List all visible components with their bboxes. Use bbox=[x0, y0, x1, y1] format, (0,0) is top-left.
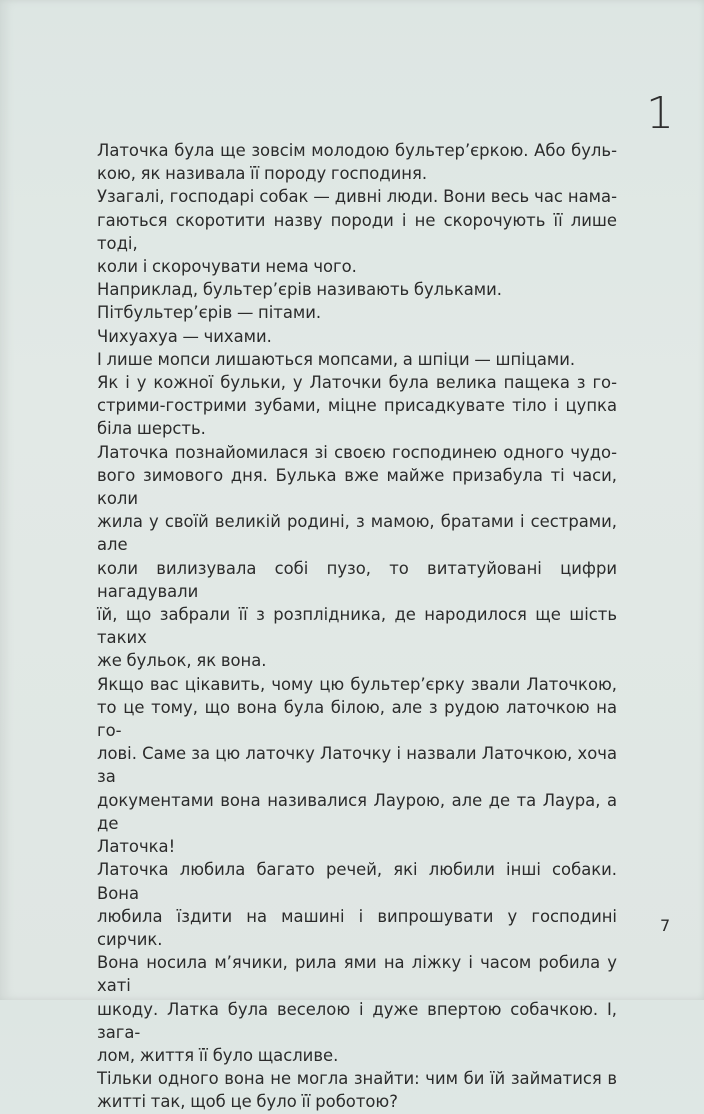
text-line: Латочка була ще зовсім молодою бультер’єркою. Або буль- bbox=[97, 141, 617, 160]
paragraph bbox=[97, 371, 617, 441]
text-line: Як і у кожної бульки, у Латочки була велика пащека з го- bbox=[97, 373, 617, 393]
chapter-text bbox=[97, 139, 617, 1114]
text-line: їй, що забрали її з розплідника, де народилося ще шість таких bbox=[97, 605, 617, 648]
text-line: жила у своїй великій родині, з мамою, братами і сестрами, але bbox=[97, 512, 617, 555]
text-line: шкоду. Латка була веселою і дуже впертою собачкою. І, зага- bbox=[97, 999, 617, 1042]
paragraph bbox=[97, 441, 617, 673]
text-line: Тільки одного вона не могла знайти: чим би їй займатися в bbox=[97, 1069, 617, 1089]
paragraph bbox=[97, 301, 617, 324]
text-line: коли і скорочувати нема чого. bbox=[97, 257, 357, 277]
paragraph bbox=[97, 348, 617, 371]
text-line: кою, як називала її породу господиня. bbox=[97, 164, 428, 184]
paragraph bbox=[97, 139, 617, 185]
page-number: 7 bbox=[660, 916, 671, 935]
text-line: Пітбультер’єрів — пітами. bbox=[97, 303, 322, 323]
chapter-number: 1 bbox=[646, 88, 674, 139]
paragraph bbox=[97, 325, 617, 348]
paragraph bbox=[97, 858, 617, 1067]
text-line: то це тому, що вона була білою, але з рудою латочкою на го- bbox=[97, 697, 617, 741]
text-line: гаються скоротити назву породи і не скорочують її лише тоді, bbox=[97, 210, 617, 253]
paragraph bbox=[97, 673, 617, 859]
text-line: Узагалі, господарі собак — дивні люди. Вони весь час нама- bbox=[97, 187, 617, 207]
text-line: лом, життя її було щасливе. bbox=[97, 1045, 339, 1065]
text-line: Латочка познайомилася зі своєю господинею одного чудо- bbox=[97, 442, 617, 462]
text-line: лові. Саме за цю латочку Латочку і назвали Латочкою, хоча за bbox=[97, 744, 617, 787]
text-line: любила їздити на машині і випрошувати у господині сирчик. bbox=[97, 906, 617, 949]
text-line: вого зимового дня. Булька вже майже призабула ті часи, коли bbox=[97, 465, 617, 509]
text-line: І лише мопси лишаються мопсами, а шпіци — шпіцами. bbox=[97, 349, 576, 369]
paragraph bbox=[97, 1067, 617, 1113]
text-line: же бульок, як вона. bbox=[97, 651, 267, 671]
text-line: біла шерсть. bbox=[97, 419, 206, 439]
text-line: Чихуахуа — чихами. bbox=[97, 326, 272, 346]
text-line: житті так, щоб це було її роботою? bbox=[97, 1092, 398, 1112]
paragraph bbox=[97, 185, 617, 278]
text-line: Вона носила м’ячики, рила ями на ліжку і часом робила у хаті bbox=[97, 953, 617, 996]
text-line: документами вона називалися Лаурою, але де та Лаура, а де bbox=[97, 790, 617, 833]
text-line: Якщо вас цікавить, чому цю бультер’єрку звали Латочкою, bbox=[97, 674, 617, 694]
text-line: стрими-гострими зубами, міцне присадкувате тіло і цупка bbox=[97, 396, 617, 416]
text-line: Латочка любила багато речей, які любили інші собаки. Вона bbox=[97, 860, 617, 903]
paragraph bbox=[97, 278, 617, 301]
text-line: Наприклад, бультер’єрів називають бульками. bbox=[97, 280, 502, 300]
text-line: коли вилизувала собі пузо, то витатуйовані цифри нагадували bbox=[97, 558, 617, 601]
text-line: Латочка! bbox=[97, 837, 176, 857]
